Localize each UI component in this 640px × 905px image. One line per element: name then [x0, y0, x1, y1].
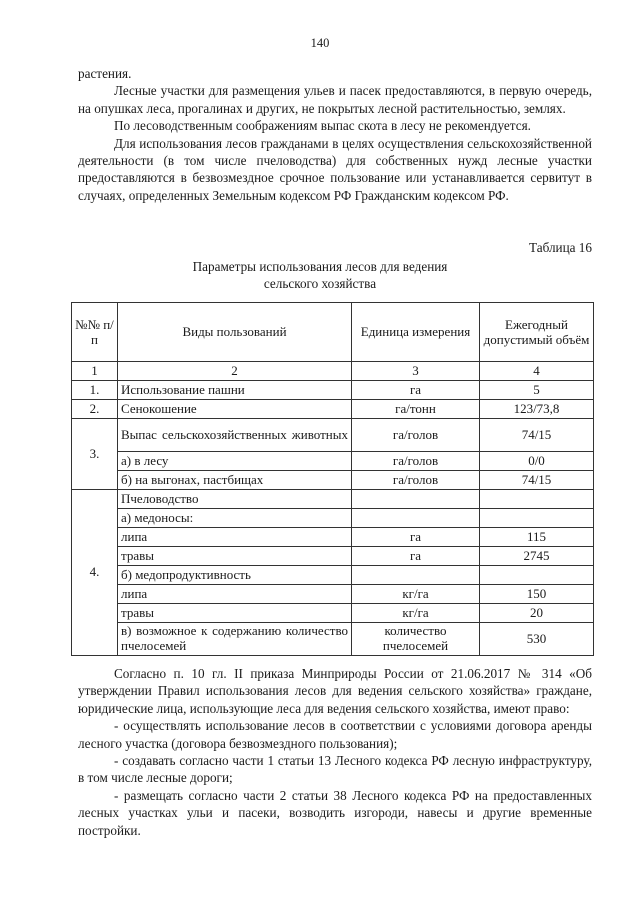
table-row: [72, 566, 594, 585]
annual-volume: [480, 490, 594, 509]
table-title-line: Параметры использования лесов для ведения: [192, 259, 448, 274]
unit: га: [352, 381, 480, 400]
paragraph: - осуществлять использование лесов в соответствии с условиями договора аренды лесного участка (договора безвозмездного пользования);: [78, 718, 592, 751]
unit: [352, 490, 480, 509]
table-row: [72, 528, 594, 547]
table-row: [72, 471, 594, 490]
usage-type: б) медопродуктивность: [118, 566, 352, 585]
annual-volume: 115: [480, 528, 594, 547]
unit: га: [352, 528, 480, 547]
page-number: 140: [310, 36, 330, 50]
annual-volume: 5: [480, 381, 594, 400]
table-row: [72, 547, 594, 566]
unit: [352, 509, 480, 528]
annual-volume: 2745: [480, 547, 594, 566]
usage-type: Пчеловодство: [118, 490, 352, 509]
table-header-row: [72, 303, 594, 362]
annual-volume: 530: [480, 623, 594, 656]
paragraph: - создавать согласно части 1 статьи 13 Лесного кодекса РФ лесную инфраструктуру, в том числе лесные дороги;: [78, 753, 592, 786]
table-title-line: сельского хозяйства: [263, 276, 377, 291]
table-row: [72, 509, 594, 528]
usage-type: Выпас сельскохозяйственных животных: [118, 419, 352, 452]
unit: га/голов: [352, 452, 480, 471]
header-number: №№ п/п: [72, 303, 118, 362]
table-row: [72, 400, 594, 419]
table-row: [72, 604, 594, 623]
paragraph: Для использования лесов гражданами в целях осуществления сельскохозяйственной деятельности (в том числе пчеловодства) для собственных нужд лесные участки предоставляются в безвозмездное срочное пользование или устанавливается сервитут в случаях, определенных Земельным кодексом РФ Гражданским кодексом РФ.: [78, 135, 592, 203]
unit: га/тонн: [352, 400, 480, 419]
annual-volume: [480, 509, 594, 528]
annual-volume: 74/15: [480, 471, 594, 490]
row-number: 1.: [72, 381, 118, 400]
usage-type: травы: [118, 604, 352, 623]
usage-type: а) медоносы:: [118, 509, 352, 528]
unit: кг/га: [352, 585, 480, 604]
unit: га: [352, 547, 480, 566]
unit: [352, 566, 480, 585]
col-number: 1: [72, 362, 118, 381]
parameters-table: [71, 302, 594, 656]
row-number: 2.: [72, 400, 118, 419]
usage-type: б) на выгонах, пастбищах: [118, 471, 352, 490]
usage-type: липа: [118, 528, 352, 547]
table-row: [72, 419, 594, 452]
annual-volume: [480, 566, 594, 585]
paragraph: По лесоводственным соображениям выпас скота в лесу не рекомендуется.: [114, 118, 531, 134]
body-text-bottom: [78, 665, 592, 839]
unit: количество пчелосемей: [352, 623, 480, 656]
usage-type: Сенокошение: [118, 400, 352, 419]
body-text-top: [78, 65, 592, 204]
row-number: 3.: [72, 419, 118, 490]
unit: кг/га: [352, 604, 480, 623]
table-row: [72, 623, 594, 656]
table-row: [72, 452, 594, 471]
col-number: 2: [118, 362, 352, 381]
row-number: 4.: [72, 490, 118, 656]
table-row: [72, 381, 594, 400]
unit: га/голов: [352, 471, 480, 490]
usage-type: Использование пашни: [118, 381, 352, 400]
table-number: Таблица 16: [529, 240, 592, 255]
annual-volume: 0/0: [480, 452, 594, 471]
usage-type: липа: [118, 585, 352, 604]
unit: га/голов: [352, 419, 480, 452]
table-row: [72, 585, 594, 604]
usage-type: в) возможное к содержанию количество пчелосемей: [118, 623, 352, 656]
usage-type: а) в лесу: [118, 452, 352, 471]
header-unit: Единица измерения: [352, 303, 480, 362]
annual-volume: 123/73,8: [480, 400, 594, 419]
table-row: [72, 490, 594, 509]
usage-type: травы: [118, 547, 352, 566]
annual-volume: 150: [480, 585, 594, 604]
paragraph: Лесные участки для размещения ульев и пасек предоставляются, в первую очередь, на опушках леса, прогалинах и других, не покрытых лесной растительностью, землях.: [78, 83, 592, 116]
paragraph: растения.: [78, 66, 132, 81]
paragraph: - размещать согласно части 2 статьи 38 Лесного кодекса РФ на предоставленных лесных участках ульи и пасеки, возводить изгороди, навесы и другие временные постройки.: [78, 787, 592, 838]
paragraph: Согласно п. 10 гл. II приказа Минприроды России от 21.06.2017 № 314 «Об утверждении Правил использования лесов для ведения сельского хозяйства» граждане, юридические лица, использующие леса для ведения сельского хозяйства, имеют право:: [78, 666, 592, 716]
annual-volume: 74/15: [480, 419, 594, 452]
col-number: 4: [480, 362, 594, 381]
table-title: [0, 258, 640, 292]
header-annual-volume: Ежегодный допустимый объём: [480, 303, 594, 362]
column-numbers-row: [72, 362, 594, 381]
annual-volume: 20: [480, 604, 594, 623]
header-usage-type: Виды пользований: [118, 303, 352, 362]
col-number: 3: [352, 362, 480, 381]
